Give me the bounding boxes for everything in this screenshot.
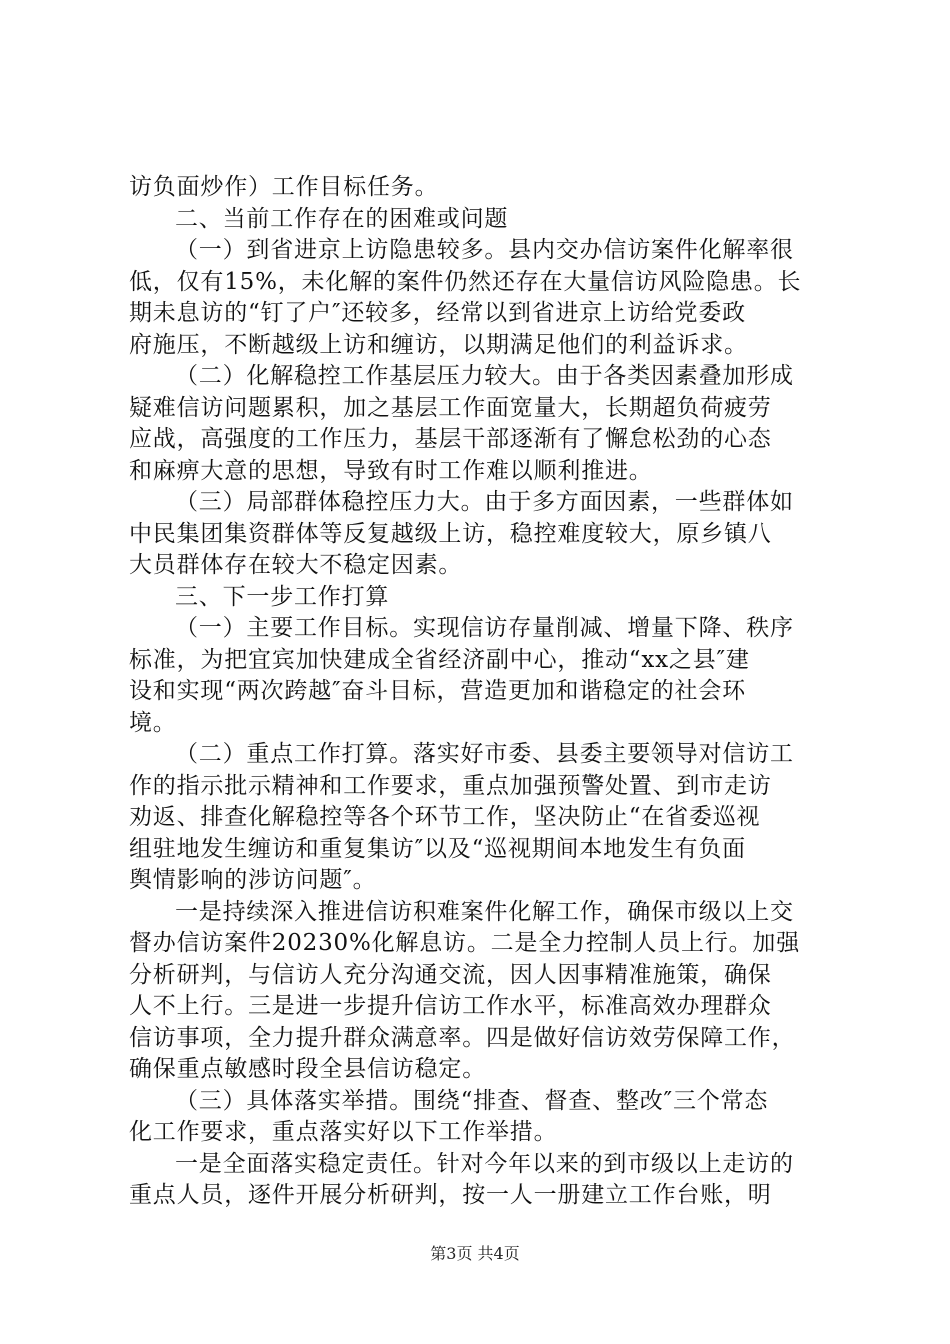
text-line: 一是持续深入推进信访积难案件化解工作，确保市级以上交 [175, 898, 794, 925]
text-line: 人不上行。三是进一步提升信访工作水平，标准高效办理群众 [129, 993, 772, 1019]
text-line: （二）化解稳控工作基层压力较大。由于各类因素叠加形成 [175, 363, 794, 389]
text-line: 标准，为把宜宾加快建成全省经济副中心，推动“xx之县″建 [129, 646, 750, 673]
text-line: 中民集团集资群体等反复越级上访，稳控难度较大，原乡镇八 [129, 520, 772, 547]
document-body [129, 172, 844, 1212]
page-footer: 第3页 共4页 [430, 1244, 520, 1263]
text-line: 化工作要求，重点落实好以下工作举措。 [129, 1119, 558, 1145]
text-line: 信访事项，全力提升群众满意率。四是做好信访效劳保障工作， [129, 1024, 796, 1051]
text-line: 府施压，不断越级上访和缠访，以期满足他们的利益诉求。 [129, 331, 748, 358]
text-line: 一是全面落实稳定责任。针对今年以来的到市级以上走访的 [175, 1150, 794, 1177]
text-line: 疑难信访问题累积，加之基层工作面宽量大，长期超负荷疲劳 [129, 394, 772, 421]
text-line: 劝返、排查化解稳控等各个环节工作，坚决防止“在省委巡视 [129, 804, 761, 830]
text-line: 设和实现“两次跨越″奋斗目标，营造更加和谐稳定的社会环 [129, 678, 746, 704]
text-line: 分析研判，与信访人充分沟通交流，因人因事精准施策，确保 [129, 961, 772, 988]
text-line: 境。 [129, 709, 177, 736]
text-line: 作的指示批示精神和工作要求，重点加强预警处置、到市走访 [129, 772, 772, 799]
text-line: （一）到省进京上访隐患较多。县内交办信访案件化解率很 [175, 237, 794, 263]
text-line: （二）重点工作打算。落实好市委、县委主要领导对信访工 [175, 741, 794, 767]
text-line: 和麻痹大意的思想，导致有时工作难以顺利推进。 [129, 457, 653, 484]
text-line: （三）局部群体稳控压力大。由于多方面因素，一些群体如 [175, 489, 794, 515]
text-line: 重点人员，逐件开展分析研判，按一人一册建立工作台账，明 [129, 1182, 772, 1208]
text-line: 舆情影响的涉访问题″。 [129, 867, 377, 893]
text-line: 访负面炒作）工作目标任务。 [129, 174, 439, 200]
text-line: 三、下一步工作打算 [175, 583, 390, 610]
text-line: 应战，高强度的工作压力，基层干部逐渐有了懈怠松劲的心态 [129, 426, 772, 452]
text-line: 确保重点敏感时段全县信访稳定。 [129, 1056, 486, 1082]
text-line: 期未息访的“钉了户″还较多，经常以到省进京上访给党委政 [129, 300, 746, 326]
text-line: （三）具体落实举措。围绕“排查、督查、整改″三个常态 [175, 1087, 769, 1114]
text-line: 二、当前工作存在的困难或问题 [175, 205, 509, 232]
text-line: 大员群体存在较大不稳定因素。 [129, 552, 463, 578]
text-line: 组驻地发生缠访和重复集访″以及“巡视期间本地发生有负面 [129, 835, 746, 862]
text-line: 督办信访案件20230%化解息访。二是全力控制人员上行。加强 [129, 930, 801, 956]
text-line: （一）主要工作目标。实现信访存量削减、增量下降、秩序 [175, 615, 794, 641]
text-line: 低，仅有15%，未化解的案件仍然还存在大量信访风险隐患。长 [129, 268, 802, 295]
